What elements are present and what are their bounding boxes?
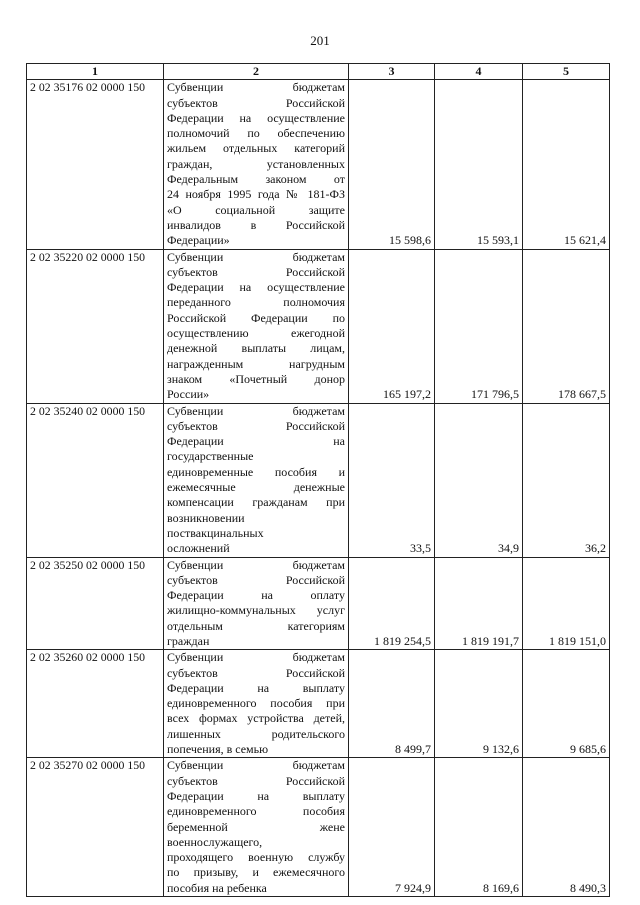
row-name-line: пособия на ребенка <box>167 880 267 895</box>
row-name-line: Федерации на <box>167 434 345 449</box>
row-name-line: Субвенции бюджетам <box>167 557 345 572</box>
row-value-col-4: 34,9 <box>435 403 523 557</box>
row-name-line: граждан, установленных <box>167 156 345 171</box>
row-name-line: Федерации на выплату <box>167 788 345 803</box>
row-name-line: единовременного пособия при <box>167 696 345 711</box>
row-value-col-5: 9 685,6 <box>523 650 610 758</box>
row-name-line: беременной жене <box>167 819 345 834</box>
row-code: 2 02 35260 02 0000 150 <box>27 650 164 758</box>
row-name-line: государственные <box>167 449 254 464</box>
row-name-line: субъектов Российской <box>167 665 345 680</box>
row-name-line: Субвенции бюджетам <box>167 80 345 95</box>
row-name-line: Федерации на оплату <box>167 588 345 603</box>
row-name-line: Федерации» <box>167 233 230 248</box>
row-name-line: граждан <box>167 633 210 648</box>
row-name <box>164 557 349 650</box>
row-name-line: денежной выплаты лицам, <box>167 341 345 356</box>
row-name-line: осуществлению ежегодной <box>167 326 345 341</box>
row-name-line: награжденным нагрудным <box>167 356 345 371</box>
header-col-3: 3 <box>349 64 435 80</box>
row-name-line: жильем отдельных категорий <box>167 141 345 156</box>
row-value-col-3: 1 819 254,5 <box>349 557 435 650</box>
table-row <box>27 557 610 650</box>
row-name-line: Субвенции бюджетам <box>167 249 345 264</box>
row-value-col-5: 1 819 151,0 <box>523 557 610 650</box>
row-name-line: субъектов Российской <box>167 418 345 433</box>
row-code: 2 02 35220 02 0000 150 <box>27 249 164 403</box>
budget-table <box>26 63 610 897</box>
row-name-line: субъектов Российской <box>167 773 345 788</box>
row-name-line: инвалидов в Российской <box>167 217 345 232</box>
row-code: 2 02 35250 02 0000 150 <box>27 557 164 650</box>
row-name-line: единовременные пособия и <box>167 464 345 479</box>
header-col-4: 4 <box>435 64 523 80</box>
row-value-col-4: 171 796,5 <box>435 249 523 403</box>
row-value-col-3: 15 598,6 <box>349 80 435 249</box>
row-value-col-4: 8 169,6 <box>435 758 523 897</box>
row-name-line: поствакцинальных <box>167 525 264 540</box>
row-name-line: единовременного пособия <box>167 804 345 819</box>
row-value-col-5: 36,2 <box>523 403 610 557</box>
table-row <box>27 758 610 897</box>
row-value-col-5: 178 667,5 <box>523 249 610 403</box>
row-name-line: переданного полномочия <box>167 295 345 310</box>
header-row <box>27 64 610 80</box>
table-row <box>27 80 610 249</box>
row-code: 2 02 35176 02 0000 150 <box>27 80 164 249</box>
row-value-col-3: 33,5 <box>349 403 435 557</box>
row-name-line: Федеральным законом от <box>167 172 345 187</box>
row-value-col-3: 8 499,7 <box>349 650 435 758</box>
row-name-line: 24 ноября 1995 года № 181-ФЗ <box>167 187 345 202</box>
page-number: 201 <box>310 33 330 48</box>
row-name-line: Субвенции бюджетам <box>167 758 345 773</box>
row-name-line: всех формах устройства детей, <box>167 711 345 726</box>
row-name-line: компенсации гражданам при <box>167 495 345 510</box>
row-name-line: по призыву, и ежемесячного <box>167 865 345 880</box>
row-name-line: Федерации на осуществление <box>167 110 345 125</box>
header-col-2: 2 <box>164 64 349 80</box>
row-name-line: осложнений <box>167 541 230 556</box>
row-name-line: России» <box>167 387 210 402</box>
row-name-line: ежемесячные денежные <box>167 480 345 495</box>
row-value-col-3: 7 924,9 <box>349 758 435 897</box>
row-name-line: отдельным категориям <box>167 618 345 633</box>
row-name-line: проходящего военную службу <box>167 850 345 865</box>
row-value-col-4: 1 819 191,7 <box>435 557 523 650</box>
row-code: 2 02 35270 02 0000 150 <box>27 758 164 897</box>
row-name <box>164 403 349 557</box>
row-name-line: Российской Федерации по <box>167 310 345 325</box>
row-name-line: полномочий по обеспечению <box>167 126 345 141</box>
row-code: 2 02 35240 02 0000 150 <box>27 403 164 557</box>
row-name-line: военнослужащего, <box>167 834 263 849</box>
table-row <box>27 249 610 403</box>
row-name <box>164 650 349 758</box>
table-row <box>27 650 610 758</box>
table-row <box>27 403 610 557</box>
row-name-line: знаком «Почетный донор <box>167 371 345 386</box>
table-body <box>27 80 610 897</box>
row-name-line: субъектов Российской <box>167 264 345 279</box>
row-name-line: Субвенции бюджетам <box>167 650 345 665</box>
row-name <box>164 80 349 249</box>
row-value-col-4: 15 593,1 <box>435 80 523 249</box>
row-name-line: субъектов Российской <box>167 95 345 110</box>
row-value-col-3: 165 197,2 <box>349 249 435 403</box>
row-name-line: лишенных родительского <box>167 726 345 741</box>
header-col-1: 1 <box>27 64 164 80</box>
row-value-col-5: 8 490,3 <box>523 758 610 897</box>
row-value-col-4: 9 132,6 <box>435 650 523 758</box>
row-value-col-5: 15 621,4 <box>523 80 610 249</box>
row-name-line: Субвенции бюджетам <box>167 403 345 418</box>
row-name <box>164 249 349 403</box>
row-name-line: возникновении <box>167 510 245 525</box>
row-name-line: Федерации на осуществление <box>167 280 345 295</box>
header-col-5: 5 <box>523 64 610 80</box>
row-name-line: Федерации на выплату <box>167 680 345 695</box>
row-name-line: жилищно-коммунальных услуг <box>167 603 345 618</box>
row-name-line: субъектов Российской <box>167 572 345 587</box>
row-name-line: «О социальной защите <box>167 202 345 217</box>
row-name-line: попечения, в семью <box>167 742 269 757</box>
row-name <box>164 758 349 897</box>
